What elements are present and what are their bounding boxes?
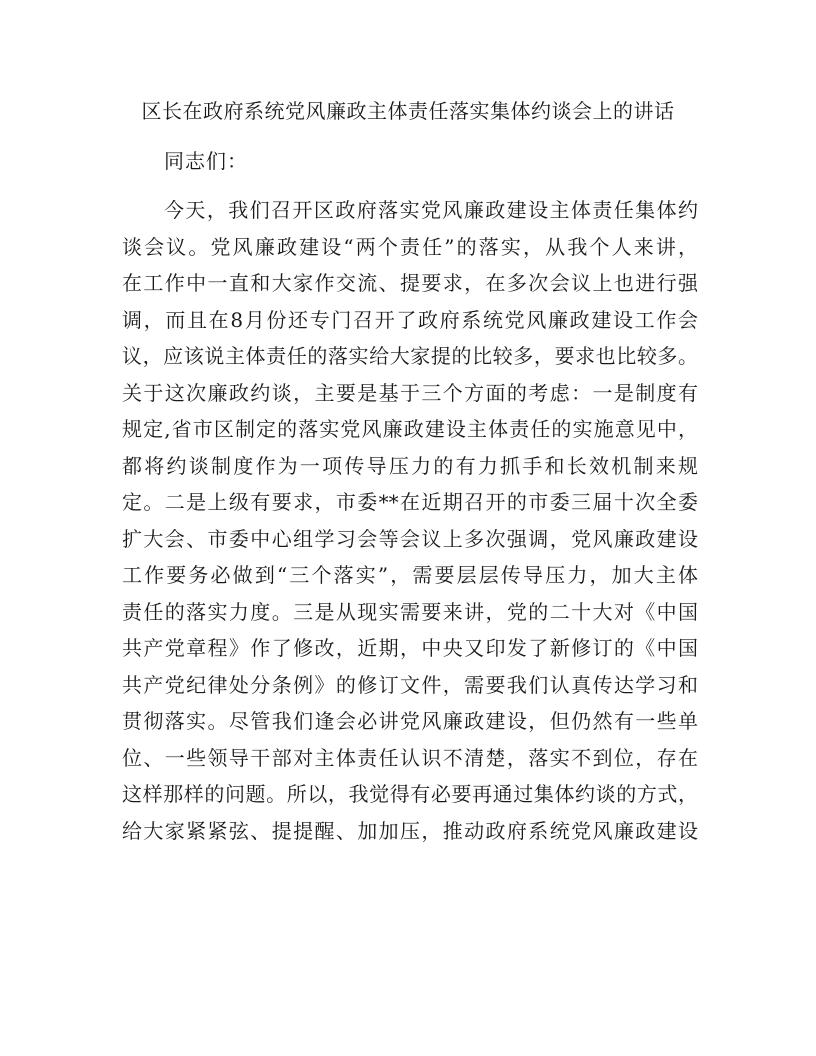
text-line: 共产党纪律处分条例》的修订文件，需要我们认真传达学习和 — [122, 672, 698, 697]
text-line: 规定,省市区制定的落实党风廉政建设主体责任的实施意见中， — [122, 417, 698, 441]
text-line: 关于这次廉政约谈，主要是基于三个方面的考虑：一是制度有 — [122, 380, 698, 405]
text-line: 调，而且在8月份还专门召开了政府系统党风廉政建设工作会 — [122, 307, 698, 332]
text-line: 这样那样的问题。所以，我觉得有必要再通过集体约谈的方式， — [122, 782, 698, 806]
salutation: 同志们： — [164, 149, 248, 173]
text-line: 扩大会、市委中心组学习会等会议上多次强调，党风廉政建设 — [122, 526, 698, 551]
text-line: 共产党章程》作了修改，近期，中央又印发了新修订的《中国 — [122, 636, 698, 660]
text-line: 议，应该说主体责任的落实给大家提的比较多，要求也比较多。 — [122, 344, 698, 368]
text-line: 谈会议。党风廉政建设“两个责任”的落实，从我个人来讲， — [122, 234, 698, 259]
text-line: 都将约谈制度作为一项传导压力的有力抓手和长效机制来规 — [122, 453, 698, 478]
text-line: 位、一些领导干部对主体责任认识不清楚，落实不到位，存在 — [122, 745, 698, 770]
text-line: 责任的落实力度。三是从现实需要来讲，党的二十大对《中国 — [122, 599, 698, 624]
text-line: 工作要务必做到“三个落实”，需要层层传导压力，加大主体 — [122, 563, 698, 587]
text-line: 今天，我们召开区政府落实党风廉政建设主体责任集体约 — [164, 198, 698, 222]
text-line: 贯彻落实。尽管我们逢会必讲党风廉政建设，但仍然有一些单 — [122, 709, 698, 733]
text-line: 定。二是上级有要求，市委**在近期召开的市委三届十次全委 — [122, 490, 698, 514]
body-paragraph — [122, 192, 698, 849]
document-title: 区长在政府系统党风廉政主体责任落实集体约谈会上的讲话 — [141, 99, 675, 123]
text-line: 给大家紧紧弦、提提醒、加加压，推动政府系统党风廉政建设 — [122, 818, 698, 843]
text-line: 在工作中一直和大家作交流、提要求，在多次会议上也进行强 — [122, 271, 698, 295]
